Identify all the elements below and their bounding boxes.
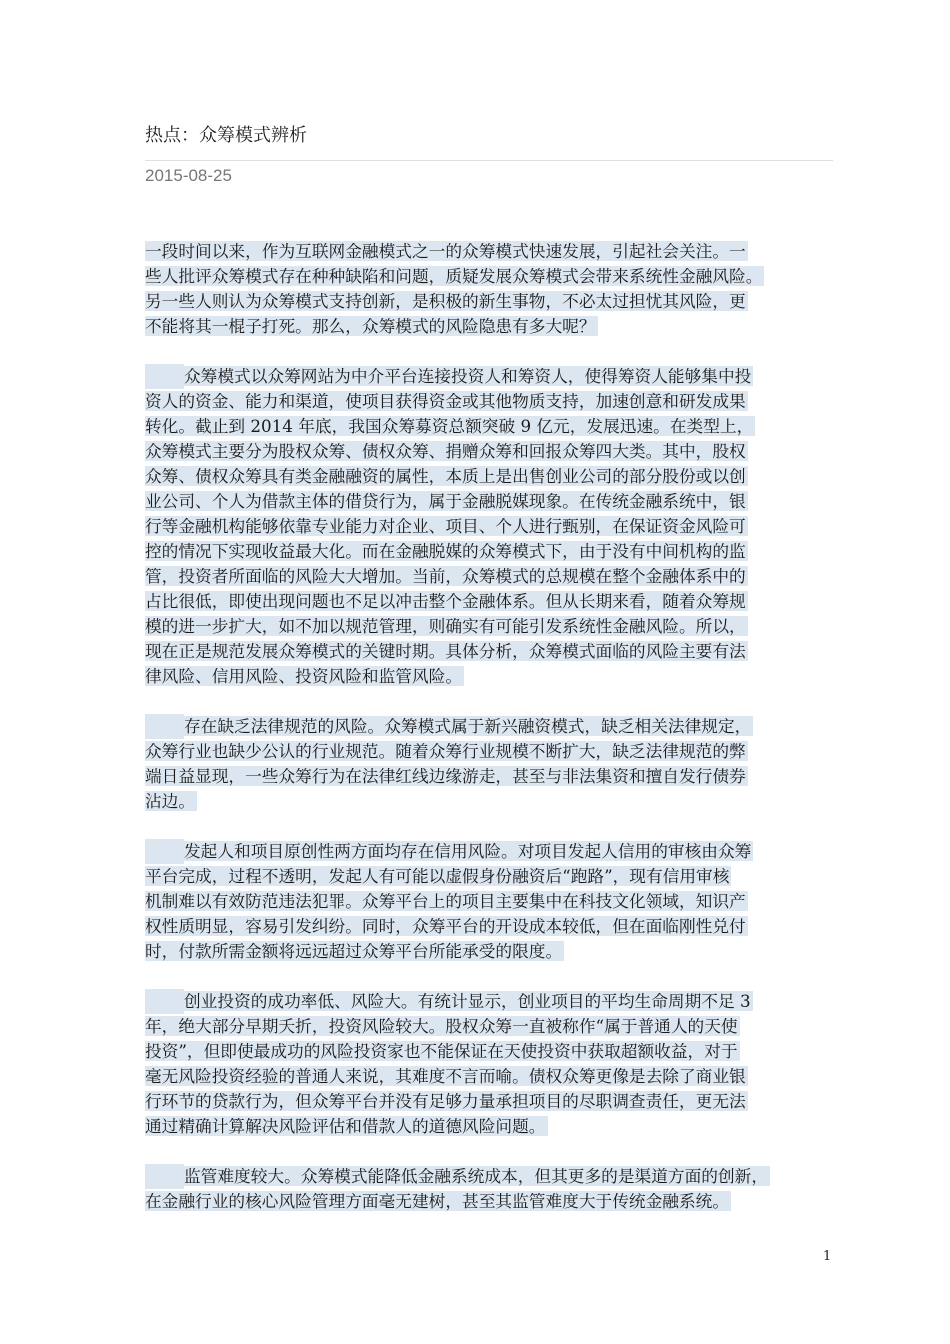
text-line [145, 1014, 857, 1039]
text-line [145, 1164, 857, 1189]
text-line [145, 1189, 857, 1214]
text-line [145, 389, 857, 414]
publish-date: 2015-08-25 [145, 166, 232, 185]
text-line [145, 989, 857, 1014]
highlighted-text: 在金融行业的核心风险管理方面毫无建树，甚至其监管难度大于传统金融系统。 [145, 1191, 730, 1211]
text-line [145, 314, 857, 339]
text-line [145, 639, 857, 664]
text-line [145, 1089, 857, 1114]
highlighted-text: 现在正是规范发展众筹模式的关键时期。具体分析，众筹模式面临的风险主要有法 [145, 641, 746, 661]
highlighted-text: 沾边。 [145, 791, 196, 811]
highlighted-text: 模的进一步扩大，如不加以规范管理，则确实有可能引发系统性金融风险。所以， [145, 616, 746, 636]
highlighted-text: 另一些人则认为众筹模式支持创新，是积极的新生事物，不必太过担忧其风险，更 [145, 291, 746, 311]
paragraph [145, 239, 857, 339]
paragraph-indent [145, 1164, 184, 1189]
article-title: 热点：众筹模式辨析 [145, 125, 307, 146]
text-line [145, 864, 857, 889]
highlighted-text: 行环节的贷款行为，但众筹平台并没有足够力量承担项目的尽职调查责任，更无法 [145, 1091, 746, 1111]
highlighted-text: 发起人和项目原创性两方面均存在信用风险。对项目发起人信用的审核由众筹 [184, 841, 752, 861]
text-line [145, 1114, 857, 1139]
text-line [145, 1039, 857, 1064]
text-line [145, 914, 857, 939]
text-line [145, 789, 857, 814]
paragraph-indent [145, 989, 184, 1014]
highlighted-text: 权性质明显，容易引发纠纷。同时，众筹平台的开设成本较低，但在面临刚性兑付 [145, 916, 746, 936]
paragraph [145, 839, 857, 964]
highlighted-text: 些人批评众筹模式存在种种缺陷和问题，质疑发展众筹模式会带来系统性金融风险。 [145, 266, 763, 286]
highlighted-text: 行等金融机构能够依靠专业能力对企业、项目、个人进行甄别，在保证资金风险可 [145, 516, 746, 536]
paragraph [145, 1164, 857, 1214]
paragraph-indent [145, 714, 184, 739]
highlighted-text: 转化。截止到 2014 年底，我国众筹募资总额突破 9 亿元，发展迅速。在类型上， [145, 416, 754, 436]
highlighted-text: 不能将其一棍子打死。那么，众筹模式的风险隐患有多大呢？ [145, 316, 596, 336]
highlighted-text: 创业投资的成功率低、风险大。有统计显示，创业项目的平均生命周期不足 3 [184, 991, 751, 1011]
text-line [145, 839, 857, 864]
title-divider [145, 160, 833, 161]
paragraph [145, 989, 857, 1139]
highlighted-text: 年，绝大部分早期夭折，投资风险较大。股权众筹一直被称作“属于普通人的天使 [145, 1016, 738, 1036]
paragraph [145, 364, 857, 689]
highlighted-text: 通过精确计算解决风险评估和借款人的道德风险问题。 [145, 1116, 546, 1136]
text-line [145, 889, 857, 914]
article-body [145, 239, 857, 1239]
highlighted-text: 众筹、债权众筹具有类金融融资的属性，本质上是出售创业公司的部分股份或以创 [145, 466, 746, 486]
text-line [145, 1064, 857, 1089]
text-line [145, 489, 857, 514]
highlighted-text: 一段时间以来，作为互联网金融模式之一的众筹模式快速发展，引起社会关注。一 [145, 241, 746, 261]
highlighted-text: 众筹行业也缺少公认的行业规范。随着众筹行业规模不断扩大，缺乏法律规范的弊 [145, 741, 746, 761]
highlighted-text: 平台完成，过程不透明，发起人有可能以虚假身份融资后“跑路”，现有信用审核 [145, 866, 730, 886]
highlighted-text: 资人的资金、能力和渠道，使项目获得资金或其他物质支持，加速创意和研发成果 [145, 391, 746, 411]
text-line [145, 364, 857, 389]
highlighted-text: 毫无风险投资经验的普通人来说，其难度不言而喻。债权众筹更像是去除了商业银 [145, 1066, 746, 1086]
text-line [145, 589, 857, 614]
highlighted-text: 占比很低，即使出现问题也不足以冲击整个金融体系。但从长期来看，随着众筹规 [145, 591, 746, 611]
highlighted-text: 投资”，但即使最成功的风险投资家也不能保证在天使投资中获取超额收益，对于 [145, 1041, 738, 1061]
text-line [145, 664, 857, 689]
text-line [145, 289, 857, 314]
paragraph [145, 714, 857, 814]
text-line [145, 739, 857, 764]
paragraph-indent [145, 839, 184, 864]
text-line [145, 239, 857, 264]
highlighted-text: 时，付款所需金额将远远超过众筹平台所能承受的限度。 [145, 941, 563, 961]
highlighted-text: 众筹模式主要分为股权众筹、债权众筹、捐赠众筹和回报众筹四大类。其中，股权 [145, 441, 746, 461]
text-line [145, 264, 857, 289]
text-line [145, 614, 857, 639]
text-line [145, 714, 857, 739]
text-line [145, 539, 857, 564]
text-line [145, 939, 857, 964]
text-line [145, 564, 857, 589]
highlighted-text: 监管难度较大。众筹模式能降低金融系统成本，但其更多的是渠道方面的创新， [184, 1166, 769, 1186]
highlighted-text: 存在缺乏法律规范的风险。众筹模式属于新兴融资模式，缺乏相关法律规定， [184, 716, 752, 736]
paragraph-indent [145, 364, 184, 389]
text-line [145, 464, 857, 489]
highlighted-text: 管，投资者所面临的风险大大增加。当前，众筹模式的总规模在整个金融体系中的 [145, 566, 746, 586]
highlighted-text: 机制难以有效防范违法犯罪。众筹平台上的项目主要集中在科技文化领域，知识产 [145, 891, 746, 911]
text-line [145, 764, 857, 789]
highlighted-text: 业公司、个人为借款主体的借贷行为，属于金融脱媒现象。在传统金融系统中，银 [145, 491, 746, 511]
page-number: 1 [823, 1249, 832, 1264]
highlighted-text: 控的情况下实现收益最大化。而在金融脱媒的众筹模式下，由于没有中间机构的监 [145, 541, 746, 561]
text-line [145, 439, 857, 464]
text-line [145, 414, 857, 439]
text-line [145, 514, 857, 539]
highlighted-text: 律风险、信用风险、投资风险和监管风险。 [145, 666, 463, 686]
highlighted-text: 众筹模式以众筹网站为中介平台连接投资人和筹资人，使得筹资人能够集中投 [184, 366, 752, 386]
highlighted-text: 端日益显现，一些众筹行为在法律红线边缘游走，甚至与非法集资和擅自发行债券 [145, 766, 746, 786]
